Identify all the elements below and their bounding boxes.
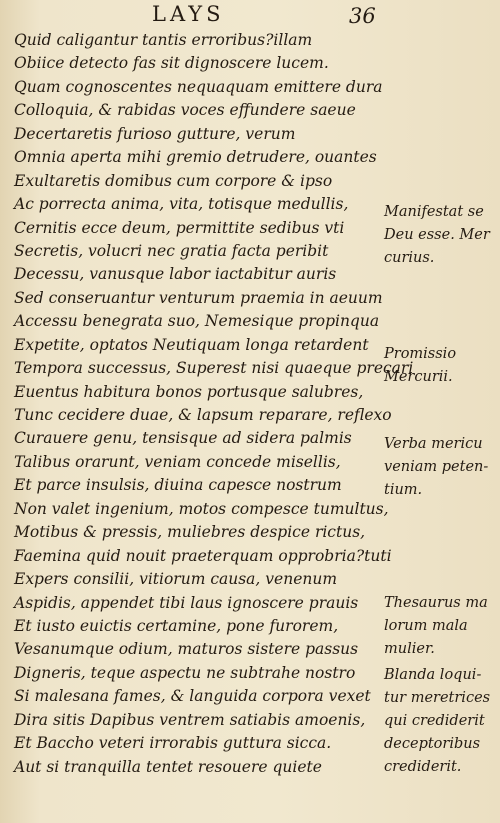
verse-line: Et Baccho veteri irrorabis guttura sicca. <box>14 734 332 753</box>
page-number: 36 <box>349 4 376 28</box>
verse-line: Faemina quid nouit praeterquam opprobria?tuti <box>14 546 392 565</box>
note-line: Manifestat se <box>384 204 484 220</box>
note-line: Verba mericu <box>384 436 483 452</box>
verse-line: Non valet ingenium, motos compesce tumultus, <box>14 499 389 518</box>
verse-line: Ac porrecta anima, vita, totisque medullis, <box>14 195 349 214</box>
note-line: Mercurii. <box>384 369 453 385</box>
marginal-note-verba <box>384 433 498 502</box>
verse-line: Omnia aperta mihi gremio detrudere, ouantes <box>14 148 377 167</box>
note-line: lorum mala <box>384 618 468 634</box>
verse-line: Dira sitis Dapibus ventrem satiabis amoenis, <box>14 710 366 729</box>
note-line: veniam peten- <box>384 459 489 475</box>
verse-line: Et parce insulsis, diuina capesce nostrum <box>14 476 342 495</box>
verse-line: Tunc cecidere duae, & lapsum reparare, reflexo <box>14 406 392 424</box>
marginal-note-thesaurus <box>384 592 498 661</box>
verse-line: Quid caligantur tantis erroribus?illam <box>14 31 313 49</box>
verse-line: Si malesana fames, & languida corpora vexet <box>14 687 371 706</box>
note-line: qui crediderit <box>384 713 485 729</box>
verse-line: Aspidis, appendet tibi laus ignoscere prauis <box>14 593 359 612</box>
verse-line: Vesanumque odium, maturos sistere passus <box>14 640 359 659</box>
verse-line: Colloquia, & rabidas voces effundere saeue <box>14 101 356 120</box>
marginal-note-promissio <box>384 343 498 389</box>
verse-line: Et iusto euictis certamine, pone furorem, <box>14 616 339 635</box>
verse-line: Sed conseruantur venturum praemia in aeuum <box>14 288 383 307</box>
verse-line: Tempora successus, Superest nisi quaeque precari <box>14 359 414 378</box>
note-line: Thesaurus ma <box>384 595 488 611</box>
verse-line: Decessu, vanusque labor iactabitur auris <box>14 265 337 284</box>
verse-line: Curauere genu, tensisque ad sidera palmis <box>14 429 352 448</box>
verse-line: Expers consilii, vitiorum causa, venenum <box>14 570 338 589</box>
note-line: tium. <box>384 482 423 498</box>
verse-line: Quam cognoscentes nequaquam emittere dura <box>14 77 383 96</box>
note-line: mulier. <box>384 641 435 657</box>
note-line: Promissio <box>384 346 457 362</box>
verse-line: Euentus habitura bonos portusque salubres, <box>14 382 364 401</box>
verse-line: Digneris, teque aspectu ne subtrahe nostro <box>14 663 356 682</box>
note-line: tur meretrices <box>384 690 491 706</box>
marginal-notes <box>384 0 498 823</box>
verse-line: Accessu benegrata suo, Nemesique propinqua <box>14 312 380 331</box>
note-line: crediderit. <box>384 759 462 775</box>
verse-line: Secretis, volucri nec gratia facta peribit <box>14 241 329 260</box>
verse-line: Decertaretis furioso gutture, verum <box>14 124 296 143</box>
verse-line: Aut si tranquilla tentet resouere quiete <box>14 757 322 776</box>
verse-line: Cernitis ecce deum, permittite sedibus vti <box>14 218 345 237</box>
verse-line: Expetite, optatos Neutiquam longa retardent <box>14 335 369 354</box>
verse-line: Talibus orarunt, veniam concede misellis, <box>14 452 341 471</box>
note-line: curius. <box>384 250 435 266</box>
note-line: deceptoribus <box>384 736 481 752</box>
marginal-note-blanda <box>384 664 498 779</box>
running-head: LAYS <box>152 2 225 26</box>
note-line: Blanda loqui- <box>384 667 482 683</box>
note-line: Deu esse. Mer <box>384 227 490 243</box>
marginal-note-mercurius <box>384 201 498 270</box>
verse-line: Exultaretis domibus cum corpore & ipso <box>14 171 333 190</box>
verse-line: Motibus & pressis, muliebres despice rictus, <box>14 523 366 542</box>
verse-line: Obiice detecto fas sit dignoscere lucem. <box>14 54 329 73</box>
